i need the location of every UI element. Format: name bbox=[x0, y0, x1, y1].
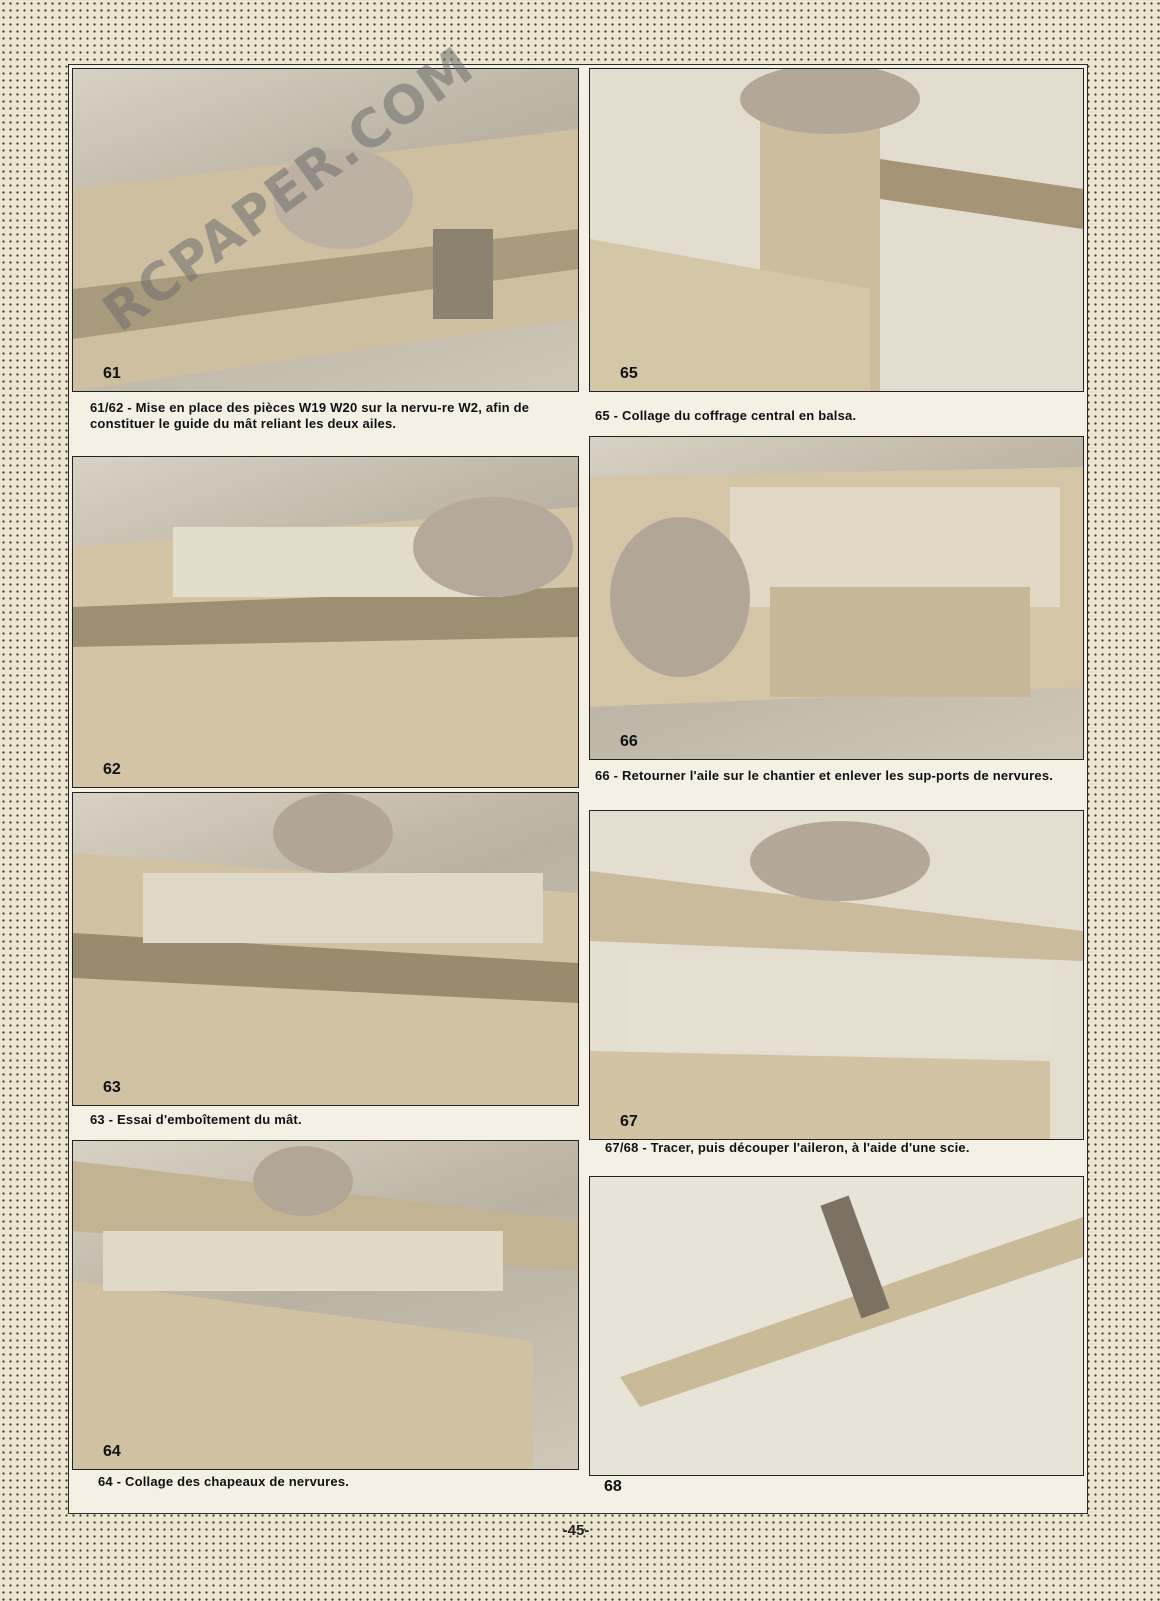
figure-caption: 64 - Collage des chapeaux de nervures. bbox=[98, 1474, 350, 1489]
photo-68 bbox=[589, 1176, 1084, 1476]
photo-64 bbox=[72, 1140, 579, 1470]
photo-62 bbox=[72, 456, 579, 788]
figure-caption: 65 - Collage du coffrage central en balsa. bbox=[595, 408, 857, 423]
figure-number: 68 bbox=[604, 1478, 622, 1495]
photo-66 bbox=[589, 436, 1084, 760]
figure-number: 62 bbox=[103, 761, 121, 778]
figure-number: 64 bbox=[103, 1443, 121, 1460]
watermark-logo: RCPAPER.COM bbox=[92, 35, 486, 344]
figure-number: 63 bbox=[103, 1079, 121, 1096]
photo-61 bbox=[72, 68, 579, 392]
photo-65 bbox=[589, 68, 1084, 392]
figure-caption: 61/62 - Mise en place des pièces W19 W20 sur la nervu-re W2, afin de constituer le guide du mât reliant les deux ailes. bbox=[90, 400, 530, 431]
figure-caption: 63 - Essai d'emboîtement du mât. bbox=[90, 1112, 302, 1127]
figure-number: 65 bbox=[620, 365, 638, 382]
figure-caption: 66 - Retourner l'aile sur le chantier et enlever les sup-ports de nervures. bbox=[595, 768, 1054, 783]
photo-63 bbox=[72, 792, 579, 1106]
figure-number: 67 bbox=[620, 1113, 638, 1130]
page-number: -45- bbox=[562, 1522, 590, 1539]
photo-67 bbox=[589, 810, 1084, 1140]
figure-number: 66 bbox=[620, 733, 638, 750]
figure-number: 61 bbox=[103, 365, 121, 382]
figure-caption: 67/68 - Tracer, puis découper l'aileron, à l'aide d'une scie. bbox=[605, 1140, 970, 1155]
